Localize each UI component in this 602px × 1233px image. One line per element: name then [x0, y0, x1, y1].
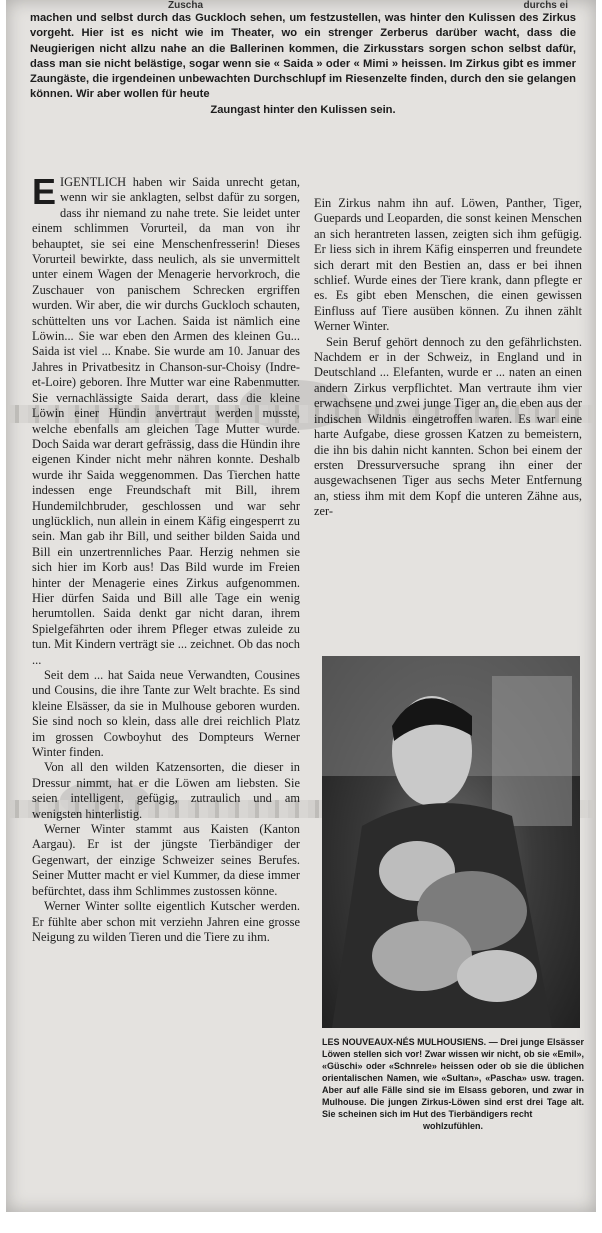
photo-caption: [322, 1036, 584, 1132]
article-column-1: [32, 171, 300, 945]
article-column-2: [314, 196, 582, 520]
article-paragraph: Werner Winter sollte eigentlich Kutscher werden. Er fühlte aber schon mit verziehn Jahren eine grosse Neigung zu wilden Tieren und die Tiere zu ihm.: [32, 899, 300, 944]
article-paragraph: Von all den wilden Katzensorten, die dieser in Dressur nimmt, hat er die Löwen am liebsten. Sie seien intelligent, gefügig, zutraulich und am wenigsten hinterlistig.: [32, 760, 300, 821]
caption-text: LES NOUVEAUX-NÉS MULHOUSIENS. — Drei junge Elsässer Löwen stellen sich vor! Zwar wissen wir nicht, ob sie «Emil», «Güschi» oder «Schnrele» heissen oder ob sie die üblichen orientalischen Namen, wie «Sultan», «Pascha» usw. tragen. Aber auf alle Fälle sind sie im Elsass geboren, und zwar in Mulhouse. Die jungen Zirkus-Löwen sind erst drei Tage alt. Sie scheinen sich im Hut des Tierbändigers recht: [322, 1037, 584, 1119]
intro-last-line: Zaungast hinter den Kulissen sein.: [210, 103, 396, 116]
article-paragraph: Werner Winter stammt aus Kaisten (Kanton Aargau). Er ist der jüngste Tierbändiger der Gegenwart, der einzige Schweizer seines Berufes. Seiner Mutter macht er viel Kummer, da diese immer befürchtet, dass ihm Schlimmes zustossen könne.: [32, 822, 300, 898]
intro-text: machen und selbst durch das Guckloch sehen, um festzustellen, was hinter den Kulissen des Zirkus vorgeht. Hier ist es nicht wie im Theater, wo ein strenger Zerberus darüber wacht, dass die Neugierigen nicht allzu nahe an die Ballerinen kommen, die Zirkusstars sorgen schon selbst dafür, dass man sie nicht belästige, sogar wenn sie « Saida » oder « Mimi » heissen. Im Zirkus gibt es immer Zaungäste, die irgendeinen unbewachten Durchschlupf im Riesenzelte finden, durch den sie gelangen können. Wir aber wollen für heute: [30, 12, 576, 101]
article-paragraph: EIGENTLICH haben wir Saida unrecht getan, wenn wir sie anklagten, selbst dafür zu sorgen, dass ihr niemand zu nahe trete. Sie leidet unter einem schlimmen Vorurteil, da man von ihr behauptet, sie sei eine Menschenfresserin! Dieses Vorurteil bewirkte, dass neulich, als sie unvermittelt unter einem Wagen der Menagerie hervorkroch, die Zuschauer von panischem Schrecken ergriffen wurden. Wir aber, die wir durchs Guckloch schauten, schüttelten uns vor Lachen. Saida ist nämlich eine Löwin... Sie war eben den Armen des kleinen Gu... Saida ist viel ... Knabe. Sie wurde am 10. Januar des Jahres in Privatbesitz in Chanson-sur-Choisy (Indre-et-Loire) geboren. Ihre Mutter war eine Rabenmutter. Sie vernachlässigte Saida derart, dass die kleine Löwin einer Hündin anvertraut werden musste, welche ebenfalls am gleichen Tage Mutter wurde. Doch Saida war derart gefrässig, dass die Hündin ihre eigenen Kinder nicht mehr nähren konnte. Deshalb wurde ihr Saida weggenommen. Das Tierchen hatte indessen enge Freundschaft mit Bill, ihrem Hundemilchbruder, geschlossen und war sehr unglücklich, nun allein in einem Käfig eingesperrt zu sein. Man gab ihr Bill, und seither bilden Saida und Bill ein unzertrennliches Paar. Herzig nehmen sie sich hier im Korb aus! Das Bild wurde im Freien hinter der Menagerie eines Zirkus aufgenommen. Hier dürfen Saida und Bill alle Tage ein wenig herumtollen. Saida denkt gar nicht daran, ihrem Spielgefährten oder ihrem Pfleger etwas zuleide zu tun. Mit Kindern verträgt sie ... zeichnet. Ob das noch ...: [32, 171, 300, 667]
intro-paragraph: [30, 11, 576, 118]
photo-illustration: [322, 656, 580, 1028]
article-paragraph: Ein Zirkus nahm ihn auf. Löwen, Panther, Tiger, Guepards und Leoparden, die sonst keinen Menschen an sich herantreten lassen, zeigten sich ihm gefügig. Er liess sich in ihrem Käfig einsperren und freundete sich derart mit den Bestien an, dass er bei ihnen schlief. Wurde eines der Tiere krank, dann pflegte er es. Es gibt eben Menschen, die einen gewissen Einfluss auf Tiere ausüben können. Zu ihnen zählt Werner Winter.: [314, 196, 582, 334]
header-right: durchs ei: [523, 0, 568, 11]
article-paragraph: Seit dem ... hat Saida neue Verwandten, Cousines und Cousins, die ihre Tante zur Welt brachte. Es sind kleine Elsässer, da sie in Mulhouse geboren wurden. Sie sind noch so klein, dass alle drei reichlich Platz im grossen Cowboyhut des Dompteurs Werner Winter finden.: [32, 668, 300, 760]
header-left: Zuscha: [168, 0, 204, 11]
article-paragraph: Sein Beruf gehört dennoch zu den gefährlichsten. Nachdem er in der Schweiz, in England und in Deutschland ... Elefanten, wurde er ... naten an einen andern Zirkus verpflichtet. Man vertraute ihm vier erwachsene und zwei junge Tiger an, die eben aus der indischen Wildnis eingetroffen waren. Es war eine harte Aufgabe, diese grossen Katzen zu bemeistern, die ihn bis dahin nicht kannten. Schon bei einem der ersten Dressurversuche sprang ihn einer der ausgewachsenen Tiger aus sechs Meter Entfernung an, stiess ihm mit dem Kopf die unteren Zähne aus, zer-: [314, 334, 582, 519]
photo-tamer-with-lion-cubs: [322, 656, 580, 1028]
drop-cap: E: [32, 171, 57, 212]
caption-last-line: wohlzufühlen.: [423, 1121, 483, 1131]
